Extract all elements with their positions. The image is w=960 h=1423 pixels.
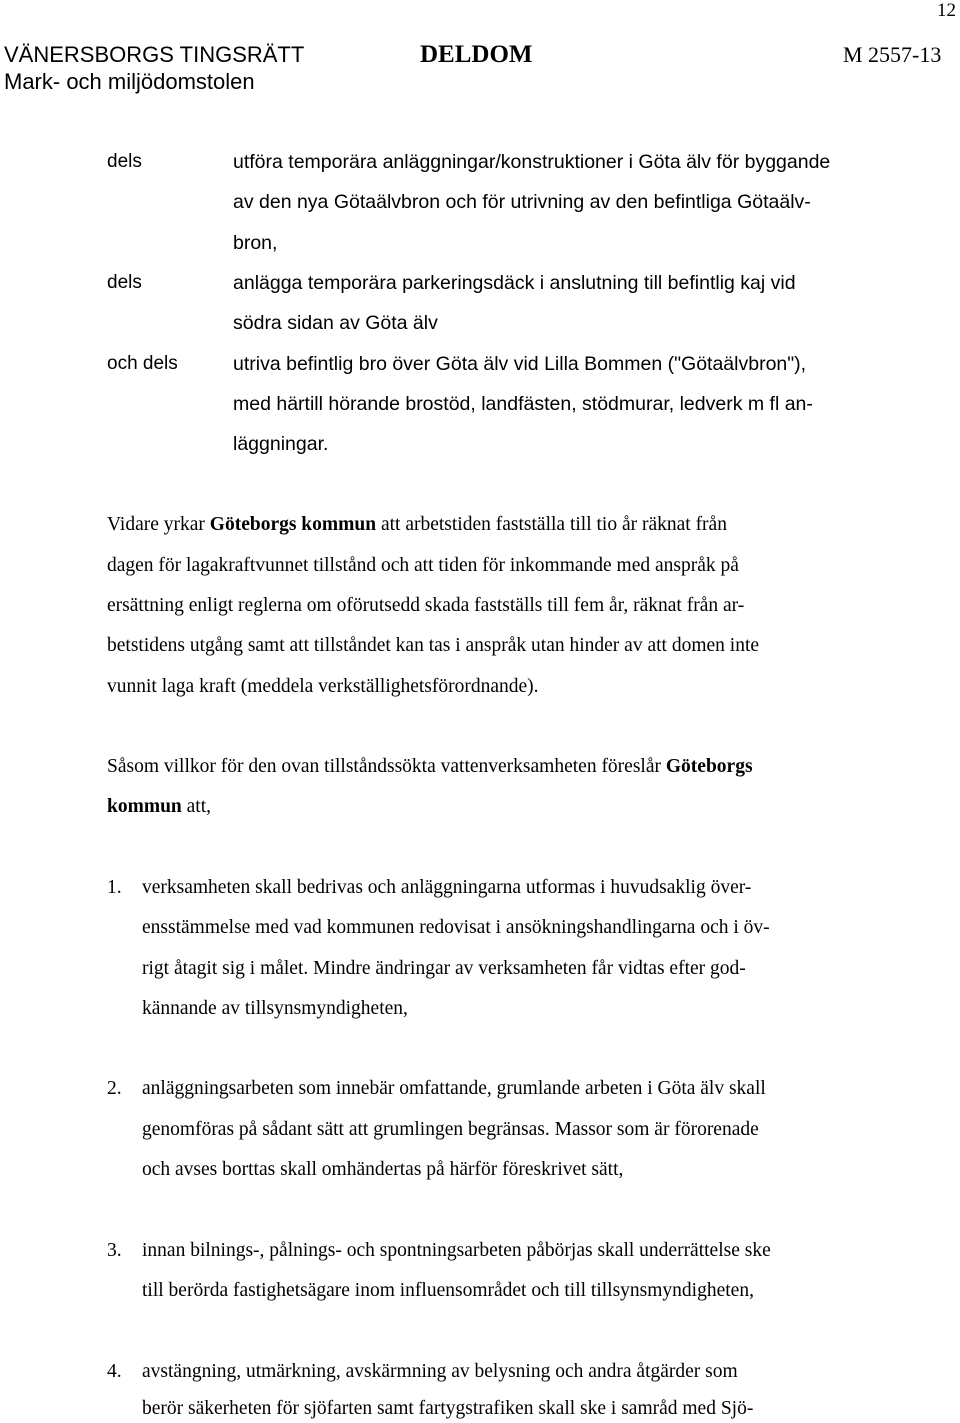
party-name: Göteborgs xyxy=(665,756,753,777)
item-label: dels xyxy=(107,272,142,293)
case-number: M 2557-13 xyxy=(843,42,942,67)
item-line: av den nya Götaälvbron och för utrivning av den befintliga Götaälv- xyxy=(233,191,811,213)
condition-line: innan bilnings-, pålnings- och spontningsarbeten påbörjas skall underrättelse ske xyxy=(142,1240,771,1261)
party-name: Göteborgs kommun xyxy=(209,514,377,535)
paragraph-line: kommun att, xyxy=(107,796,212,817)
item-line: läggningar. xyxy=(233,433,329,455)
item-label: och dels xyxy=(107,353,178,374)
item-label: dels xyxy=(107,151,142,172)
condition-line: genomföras på sådant sätt att grumlingen begränsas. Massor som är förorenade xyxy=(142,1119,759,1140)
condition-line: rigt åtagit sig i målet. Mindre ändringar av verksamheten får vidtas efter god- xyxy=(142,958,746,979)
condition-line: avstängning, utmärkning, avskärmning av belysning och andra åtgärder som xyxy=(142,1361,738,1382)
condition-line: ensstämmelse med vad kommunen redovisat i ansökningshandlingarna och i öv- xyxy=(142,917,770,938)
paragraph-line: Såsom villkor för den ovan tillståndssökta vattenverksamheten föreslår Göteborgs xyxy=(107,756,753,777)
condition-number: 2. xyxy=(107,1078,122,1099)
item-line: bron, xyxy=(233,232,278,254)
paragraph-line: betstidens utgång samt att tillståndet kan tas i anspråk utan hinder av att domen inte xyxy=(107,635,760,656)
condition-line: anläggningsarbeten som innebär omfattande, grumlande arbeten i Göta älv skall xyxy=(142,1078,766,1099)
item-line: södra sidan av Göta älv xyxy=(233,312,438,334)
court-name: VÄNERSBORGS TINGSRÄTT xyxy=(4,42,305,67)
condition-number: 1. xyxy=(107,877,122,898)
condition-line: till berörda fastighetsägare inom influensområdet och till tillsynsmyndigheten, xyxy=(142,1280,754,1301)
condition-line: och avses borttas skall omhändertas på härför föreskrivet sätt, xyxy=(142,1159,624,1180)
condition-line: kännande av tillsynsmyndigheten, xyxy=(142,998,408,1019)
condition-number: 3. xyxy=(107,1240,122,1261)
item-line: med härtill hörande brostöd, landfästen, stödmurar, ledverk m fl an- xyxy=(233,393,813,415)
condition-line: verksamheten skall bedrivas och anläggningarna utformas i huvudsaklig över- xyxy=(142,877,752,898)
court-division: Mark- och miljödomstolen xyxy=(4,69,255,94)
paragraph-line: dagen för lagakraftvunnet tillstånd och att tiden för inkommande med anspråk på xyxy=(107,555,739,576)
paragraph-line: vunnit laga kraft (meddela verkställighetsförordnande). xyxy=(107,676,539,697)
paragraph-line: Vidare yrkar Göteborgs kommun att arbetstiden fastställa till tio år räknat från xyxy=(107,514,727,535)
page-number: 12 xyxy=(937,0,956,21)
condition-line: berör säkerheten för sjöfarten samt fartygstrafiken skall ske i samråd med Sjö- xyxy=(142,1398,754,1419)
document-type: DELDOM xyxy=(420,41,533,68)
item-line: anlägga temporära parkeringsdäck i anslutning till befintlig kaj vid xyxy=(233,272,796,294)
item-line: utriva befintlig bro över Göta älv vid Lilla Bommen ("Götaälvbron"), xyxy=(233,353,807,375)
paragraph-line: ersättning enligt reglerna om oförutsedd skada fastställs till fem år, räknat från ar- xyxy=(107,595,745,616)
party-name: kommun xyxy=(107,796,182,817)
item-line: utföra temporära anläggningar/konstruktioner i Göta älv för byggande xyxy=(233,151,831,173)
condition-number: 4. xyxy=(107,1361,122,1382)
